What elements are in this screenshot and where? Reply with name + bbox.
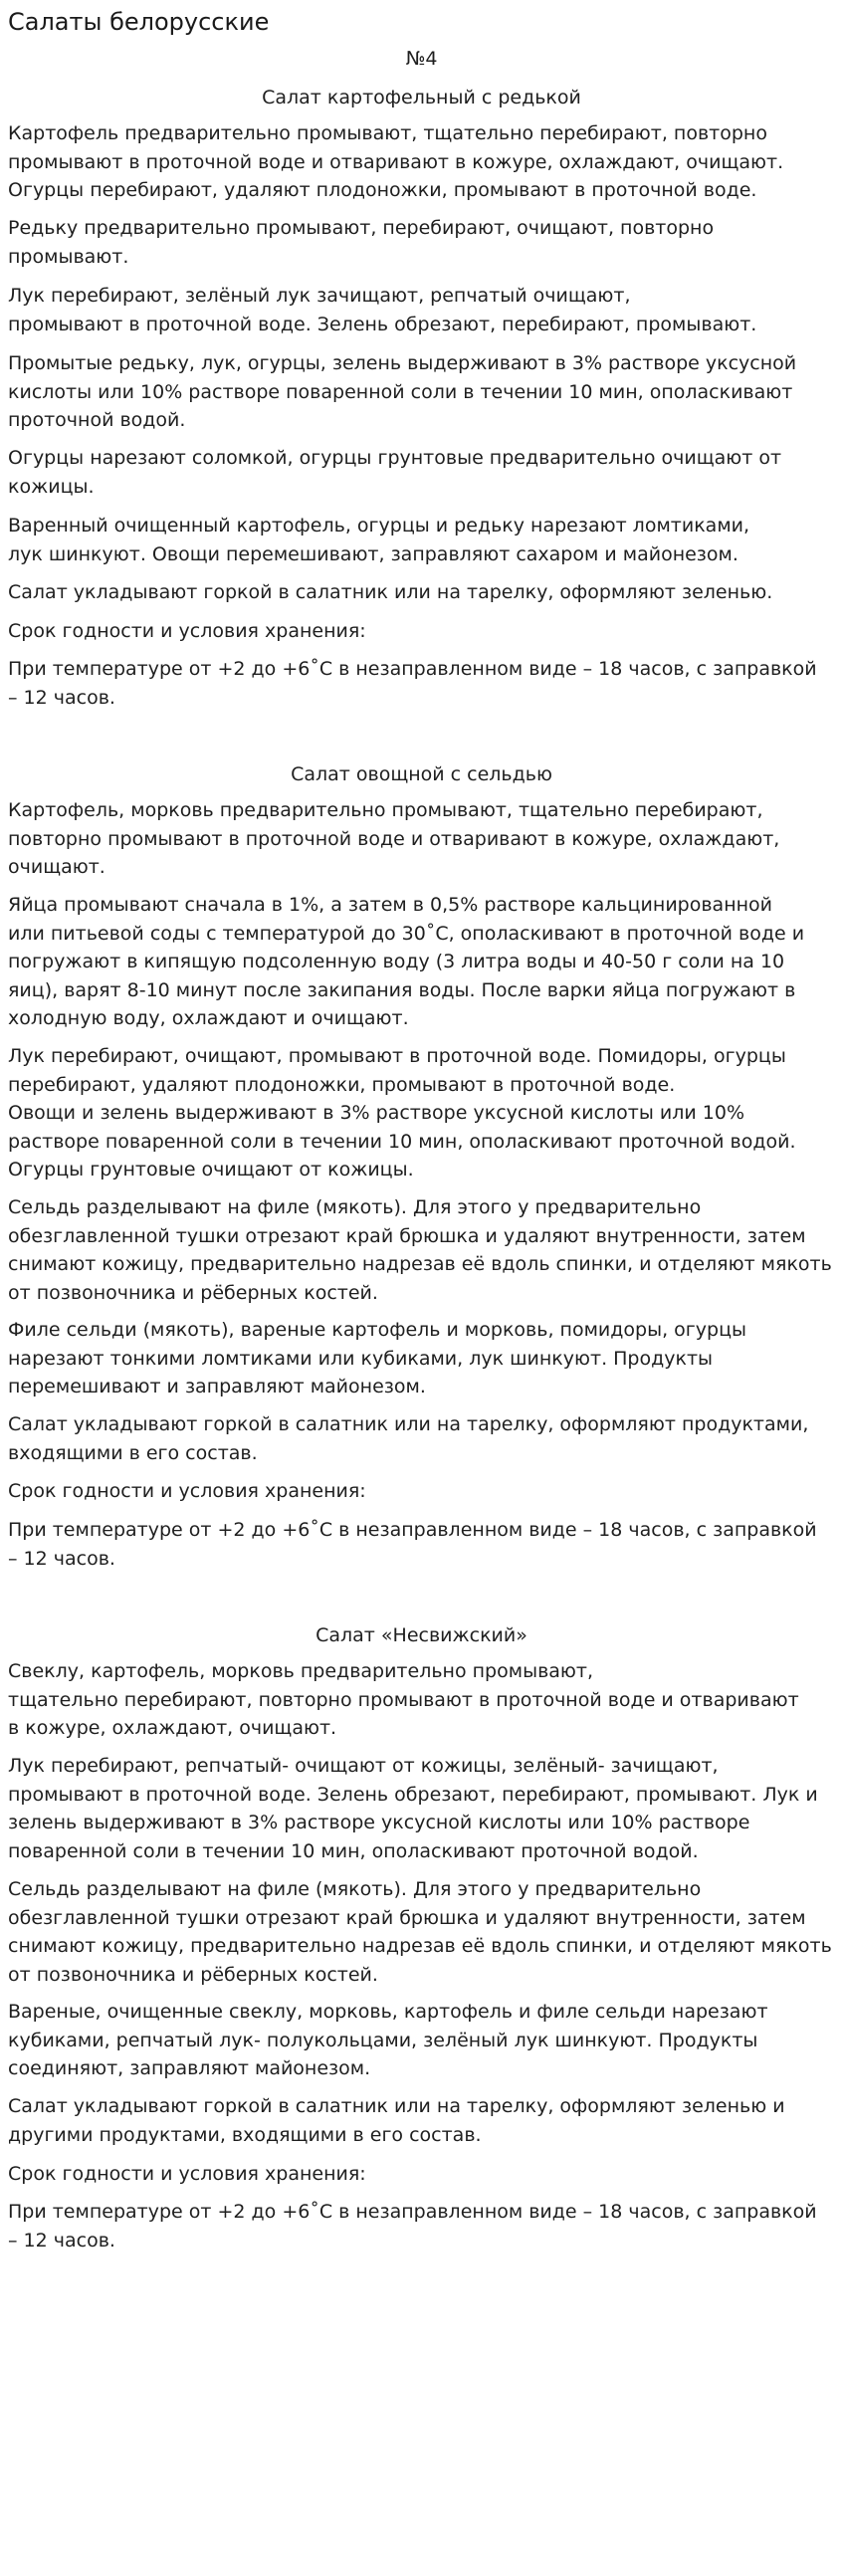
text-line: входящими в его состав.: [8, 1441, 258, 1464]
text-line: Картофель, морковь предварительно промывают, тщательно перебирают,: [8, 799, 763, 821]
paragraph: [8, 1042, 840, 1184]
text-line: При температуре от +2 до +6˚С в незаправленном виде – 18 часов, с заправкой: [8, 658, 817, 680]
text-line: Филе сельди (мякоть), вареные картофель и морковь, помидоры, огурцы: [8, 1319, 747, 1341]
text-line: нарезают тонкими ломтиками или кубиками, лук шинкуют. Продукты: [8, 1347, 714, 1370]
paragraph: [8, 578, 840, 607]
text-line: Промытые редьку, лук, огурцы, зелень выдерживают в 3% растворе уксусной: [8, 352, 797, 374]
text-line: Огурцы перебирают, удаляют плодоножки, промывают в проточной воде.: [8, 179, 757, 201]
recipe-number: №4: [405, 48, 438, 70]
text-line: очищают.: [8, 856, 105, 878]
paragraph: [8, 1410, 840, 1467]
paragraph: [8, 512, 840, 568]
text-line: обезглавленной тушки отрезают край брюшка и удаляют внутренности, затем: [8, 1224, 806, 1247]
text-line: холодную воду, охлаждают и очищают.: [8, 1007, 409, 1029]
storage-terms: [8, 2198, 840, 2254]
paragraph: [8, 2092, 840, 2149]
paragraph: [8, 444, 840, 501]
text-line: Овощи и зелень выдерживают в 3% растворе уксусной кислоты или 10%: [8, 1102, 745, 1124]
text-line: Лук перебирают, очищают, промывают в проточной воде. Помидоры, огурцы: [8, 1045, 786, 1067]
text-line: Лук перебирают, репчатый- очищают от кожицы, зелёный- зачищают,: [8, 1755, 719, 1777]
text-line: поваренной соли в течении 10 мин, ополаскивают проточной водой.: [8, 1839, 699, 1862]
text-line: снимают кожицу, предварительно надрезав её вдоль спинки, и отделяют мякоть: [8, 1253, 832, 1275]
text-line: обезглавленной тушки отрезают край брюшка и удаляют внутренности, затем: [8, 1906, 806, 1929]
text-line: кожицы.: [8, 475, 95, 498]
text-line: от позвоночника и рёберных костей.: [8, 1963, 378, 1986]
text-line: проточной водой.: [8, 409, 186, 431]
text-line: погружают в кипящую подсоленную воду (3 литра воды и 40-50 г соли на 10: [8, 951, 785, 972]
text-line: При температуре от +2 до +6˚С в незаправленном виде – 18 часов, с заправкой: [8, 2201, 817, 2223]
section-heading: Салат овощной с сельдью: [291, 763, 552, 785]
text-line: При температуре от +2 до +6˚С в незаправленном виде – 18 часов, с заправкой: [8, 1519, 817, 1541]
text-line: Варенный очищенный картофель, огурцы и редьку нарезают ломтиками,: [8, 515, 750, 537]
text-line: – 12 часов.: [8, 2229, 115, 2252]
paragraph: [8, 282, 840, 338]
text-line: лук шинкуют. Овощи перемешивают, заправляют сахаром и майонезом.: [8, 542, 738, 565]
text-line: Салат укладывают горкой в салатник или на тарелку, оформляют зеленью и: [8, 2095, 785, 2117]
text-line: тщательно перебирают, повторно промывают в проточной воде и отваривают: [8, 1688, 799, 1711]
text-line: – 12 часов.: [8, 1547, 115, 1570]
text-line: перемешивают и заправляют майонезом.: [8, 1376, 426, 1397]
text-line: промывают в проточной воде. Зелень обрезают, перебирают, промывают. Лук и: [8, 1783, 818, 1806]
text-line: Срок годности и условия хранения:: [8, 620, 366, 642]
storage-label: [8, 1477, 840, 1506]
text-line: Сельдь разделывают на филе (мякоть). Для этого у предварительно: [8, 1196, 702, 1218]
text-line: яиц), варят 8-10 минут после закипания воды. После варки яйца погружают в: [8, 978, 796, 1001]
text-line: Лук перебирают, зелёный лук зачищают, репчатый очищают,: [8, 285, 631, 307]
paragraph: [8, 1875, 840, 1989]
text-line: – 12 часов.: [8, 686, 115, 709]
text-line: Срок годности и условия хранения:: [8, 2163, 366, 2185]
storage-terms: [8, 1516, 840, 1573]
text-line: другими продуктами, входящими в его состав.: [8, 2123, 482, 2146]
text-line: Срок годности и условия хранения:: [8, 1480, 366, 1502]
text-line: от позвоночника и рёберных костей.: [8, 1281, 378, 1304]
text-line: растворе поваренной соли в течении 10 мин, ополаскивают проточной водой.: [8, 1130, 796, 1153]
text-line: промывают в проточной воде и отваривают в кожуре, охлаждают, очищают.: [8, 150, 784, 173]
section-heading: Салат картофельный с редькой: [262, 87, 581, 108]
storage-label: [8, 617, 840, 646]
text-line: Сельдь разделывают на филе (мякоть). Для этого у предварительно: [8, 1878, 702, 1900]
paragraph: [8, 349, 840, 435]
text-line: Вареные, очищенные свеклу, морковь, картофель и филе сельди нарезают: [8, 2001, 768, 2023]
paragraph: [8, 214, 840, 271]
text-line: Картофель предварительно промывают, тщательно перебирают, повторно: [8, 122, 767, 144]
text-line: или питьевой соды с температурой до 30˚С, ополаскивают в проточной воде и: [8, 922, 805, 945]
text-line: в кожуре, охлаждают, очищают.: [8, 1717, 337, 1739]
text-line: Салат укладывают горкой в салатник или на тарелку, оформляют зеленью.: [8, 581, 773, 603]
storage-label: [8, 2160, 840, 2189]
page-title: Салаты белорусские: [8, 8, 270, 36]
text-line: соединяют, заправляют майонезом.: [8, 2057, 371, 2079]
text-line: Огурцы нарезают соломкой, огурцы грунтовые предварительно очищают от: [8, 447, 782, 469]
text-line: перебирают, удаляют плодоножки, промывают в проточной воде.: [8, 1073, 676, 1096]
paragraph: [8, 1752, 840, 1865]
text-line: зелень выдерживают в 3% растворе уксусной кислоты или 10% растворе: [8, 1812, 750, 1833]
text-line: Яйца промывают сначала в 1%, а затем в 0,5% растворе кальцинированной: [8, 894, 773, 916]
text-line: промывают в проточной воде. Зелень обрезают, перебирают, промывают.: [8, 313, 757, 335]
text-line: Салат укладывают горкой в салатник или на тарелку, оформляют продуктами,: [8, 1413, 809, 1435]
text-line: Редьку предварительно промывают, перебирают, очищают, повторно: [8, 217, 715, 239]
text-line: снимают кожицу, предварительно надрезав её вдоль спинки, и отделяют мякоть: [8, 1935, 832, 1957]
paragraph: [8, 891, 840, 1033]
text-line: кубиками, репчатый лук- полукольцами, зелёный лук шинкуют. Продукты: [8, 2029, 758, 2051]
paragraph: [8, 1998, 840, 2083]
text-line: промывают.: [8, 245, 129, 268]
text-line: кислоты или 10% растворе поваренной соли в течении 10 мин, ополаскивают: [8, 380, 793, 403]
storage-terms: [8, 655, 840, 712]
paragraph: [8, 1316, 840, 1401]
paragraph: [8, 796, 840, 882]
text-line: Свеклу, картофель, морковь предварительно промывают,: [8, 1660, 594, 1682]
paragraph: [8, 1193, 840, 1307]
paragraph: [8, 119, 840, 205]
text-line: Огурцы грунтовые очищают от кожицы.: [8, 1159, 414, 1181]
section-heading: Салат «Несвижский»: [316, 1624, 527, 1646]
text-line: повторно промывают в проточной воде и отваривают в кожуре, охлаждают,: [8, 827, 780, 850]
paragraph: [8, 1657, 840, 1743]
